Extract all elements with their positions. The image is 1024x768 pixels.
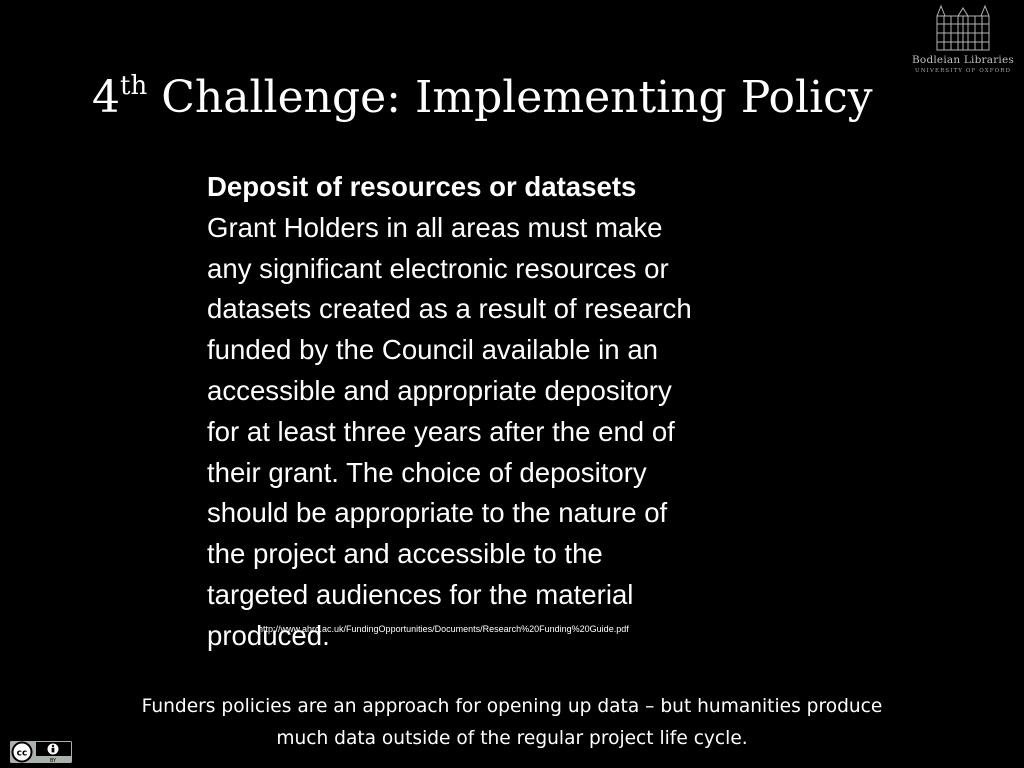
policy-line: funded by the Council available in an	[207, 334, 659, 366]
creative-commons-by-icon[interactable]	[9, 740, 73, 764]
title-superscript: th	[120, 71, 148, 101]
by-label: BY	[49, 758, 57, 764]
footnote-line: much data outside of the regular project life cycle.	[276, 728, 748, 749]
logo-subtitle: UNIVERSITY OF OXFORD	[914, 68, 1011, 74]
policy-line: targeted audiences for the material	[207, 578, 634, 610]
source-url-link[interactable]: http://www.ahrc.ac.uk/FundingOpportunities/Documents/Research%20Funding%20Guide.pdf	[258, 624, 629, 634]
logo-name: Bodleian Libraries	[912, 54, 1014, 66]
policy-heading: Deposit of resources or datasets	[207, 171, 637, 202]
policy-line: the project and accessible to the	[207, 538, 603, 570]
bodleian-building-icon	[906, 4, 1020, 54]
policy-line: any significant electronic resources or	[207, 252, 669, 284]
title-text: Challenge: Implementing Policy	[147, 72, 873, 123]
footnote	[40, 691, 984, 755]
policy-line: datasets created as a result of research	[207, 293, 692, 325]
cc-label: cc	[16, 748, 28, 759]
policy-line: should be appropriate to the nature of	[207, 497, 668, 529]
policy-line: Grant Holders in all areas must make	[207, 211, 663, 243]
bodleian-libraries-logo	[906, 4, 1020, 78]
policy-line: for at least three years after the end of	[207, 415, 675, 447]
title-number: 4	[92, 72, 120, 123]
policy-text-block	[207, 167, 827, 657]
policy-line: accessible and appropriate depository	[207, 374, 672, 406]
footnote-line: Funders policies are an approach for opening up data – but humanities produce	[141, 696, 883, 717]
slide-title	[92, 68, 873, 128]
policy-line: produced.	[207, 619, 330, 651]
policy-line: their grant. The choice of depository	[207, 456, 647, 488]
